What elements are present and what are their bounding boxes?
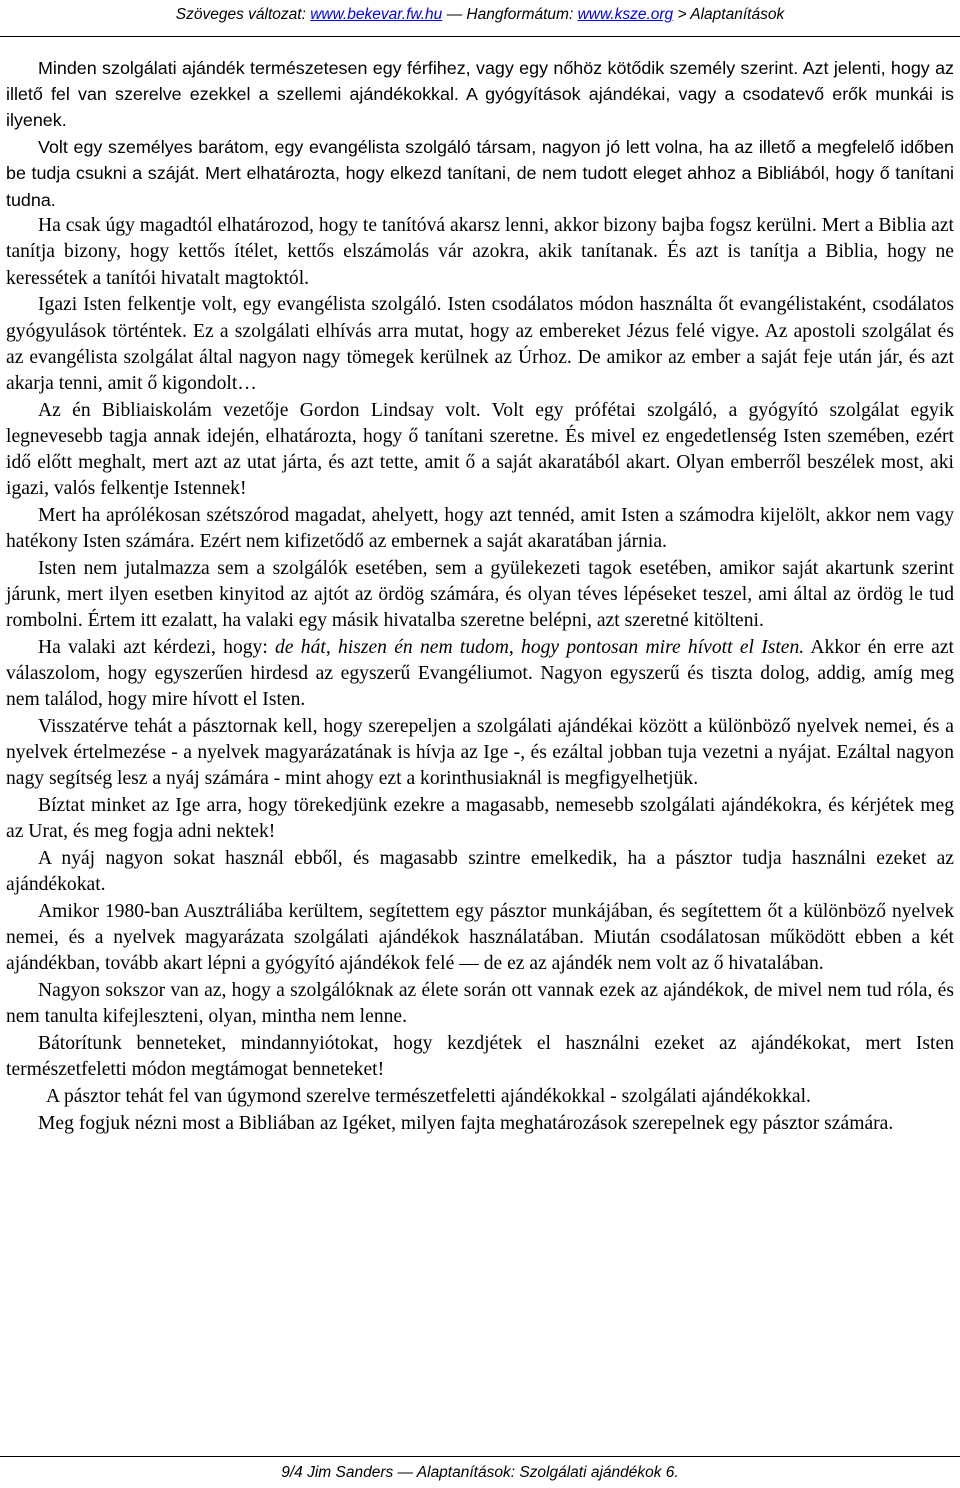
paragraph-3: Ha csak úgy magadtól elhatározod, hogy te tanítóvá akarsz lenni, akkor bizony bajba fogsz kerülni. Mert a Biblia azt tanítja bizony, hogy kettős ítélet, kettős elszámolás vár azokra, akik tanítanak. És azt is tanítja a Biblia, hogy ne keressétek a tanítói hivatalt magtoktól. [6,215,954,289]
paragraph-15: A pásztor tehát fel van úgymond szerelve természetfeletti ajándékokkal - szolgálati ajándékokkal. [46,1085,811,1107]
paragraph-8-quote: de hát, hiszen én nem tudom, hogy pontosan mire hívott el Isten. [275,636,805,658]
page-footer: 9/4 Jim Sanders — Alaptanítások: Szolgálati ajándékok 6. [281,1464,679,1481]
paragraph-2: Volt egy személyes barátom, egy evangélista szolgáló társam, nagyon jó lett volna, ha az illető a megfelelő időben be tudja csukni a száját. Mert elhatározta, hogy elkezd tanítani, de nem tudott eleget ahhoz a Bibliából, hogy ő tanítani tudna. [6,137,954,210]
paragraph-11: A nyáj nagyon sokat használ ebből, és magasabb szintre emelkedik, ha a pásztor tudja használni ezeket az ajándékokat. [6,848,954,896]
paragraph-12: Amikor 1980-ban Ausztráliába kerültem, segítettem egy pásztor munkájában, és segítettem őt a különböző nyelvek nemei, és a nyelvek magyarázata szolgálati ajándékok használatában. Miután csodálatosan működött ebben a két ajándékban, tovább akart lépni a gyógyító ajándékok felé — de ez az ajándék nem volt az ő hivatalában. [6,901,954,975]
paragraph-8-start: Ha valaki azt kérdezi, hogy: [38,636,276,658]
paragraph-5: Az én Bibliaiskolám vezetője Gordon Lindsay volt. Volt egy prófétai szolgáló, a gyógyító szolgálat egyik legnevesebb tagja annak idején, elhatározta, hogy ő tanítani szeretne. És mivel ez engedetlenség Isten szemében, ezért idő előtt meghalt, mert azt az utat járta, és azt tette, amit ő a saját akaratából akart. Olyan emberről beszélek most, aki igazi, valós felkentje Istennek! [6,399,954,500]
paragraph-8 [6,635,954,714]
header-prefix: Szöveges változat: [175,6,311,23]
paragraph-8-end: Akkor én erre azt válaszolom, hogy egyszerűen hirdesd az egyszerű Evangéliumot. Nagyon egyszerű és tiszta dolog, addig, amíg meg nem találod, hogy mire hívott el Isten. [6,636,954,711]
footer-divider [0,1456,960,1457]
page-header [0,0,960,37]
paragraph-4: Igazi Isten felkentje volt, egy evangélista szolgáló. Isten csodálatos módon használta őt evangélistaként, csodálatos gyógyulások történtek. Ez a szolgálati elhívás arra mutat, hogy az embereket Jézus felé vigye. Az apostoli szolgálat és az evangélista szolgálat által nagyon nagy tömegek kerülnek az Úrhoz. De amikor az ember a saját feje után jár, és azt akarja tenni, amit ő kigondolt… [6,294,954,394]
paragraph-10: Bíztat minket az Ige arra, hogy törekedjünk ezekre a magasabb, nemesebb szolgálati ajándékokra, és kérjétek meg az Urat, és meg fogja adni nektek! [6,795,954,843]
paragraph-14: Bátorítunk benneteket, mindannyiótokat, hogy kezdjétek el használni ezeket az ajándékokat, mert Isten természetfeletti módon megtámogat benneteket! [6,1033,954,1081]
header-suffix: > Alaptanítások [673,6,785,23]
paragraph-13: Nagyon sokszor van az, hogy a szolgálóknak az élete során ott vannak ezek az ajándékok, de mivel nem tud róla, és nem tanulta kifejleszteni, olyan, mintha nem lenne. [6,980,954,1028]
paragraph-6: Mert ha aprólékosan szétszórod magadat, ahelyett, hogy azt tennéd, amit Isten a számodra kijelölt, akkor nem vagy hatékony Isten számára. Ezért nem kifizetődő az embernek a saját akaratában járnia. [6,504,954,553]
paragraph-16: Meg fogjuk nézni most a Bibliában az Igéket, milyen fajta meghatározások szerepelnek egy pásztor számára. [38,1112,894,1134]
bekevar-link[interactable]: www.bekevar.fw.hu [310,6,443,23]
paragraph-9: Visszatérve tehát a pásztornak kell, hogy szerepeljen a szolgálati ajándékai között a különböző nyelvek nemei, és a nyelvek értelmezése - a nyelvek magyarázatának is hívja az Ige -, és ezáltal jobban tuja vezetni a nyájat. Ezáltal nagyon nagy segítség lesz a nyáj számára - mint ahogy ezt a korinthusiaknál is megfigyelhetjük. [6,716,954,790]
paragraph-1: Minden szolgálati ajándék természetesen egy férfihez, vagy egy nőhöz kötődik személy szerint. Azt jelenti, hogy az illető fel van szerelve ezekkel a szellemi ajándékokkal. A gyógyítások ajándékai, vagy a csodatevő erők munkái is ilyenek. [6,58,954,131]
paragraph-7: Isten nem jutalmazza sem a szolgálók esetében, sem a gyülekezeti tagok esetében, amikor saját akartunk szerint járunk, mert ilyen esetben kinyitod az ajtót az ördög számára, és olyan téves lépéseket teszel, ami által az ördög le tud rombolni. Értem itt ezalatt, ha valaki egy másik hivatalba szeretne belépni, azt szeretné kitölteni. [6,557,954,632]
document-body [6,55,954,1137]
header-middle: — Hangformátum: [442,6,578,23]
ksze-link[interactable]: www.ksze.org [577,6,674,23]
